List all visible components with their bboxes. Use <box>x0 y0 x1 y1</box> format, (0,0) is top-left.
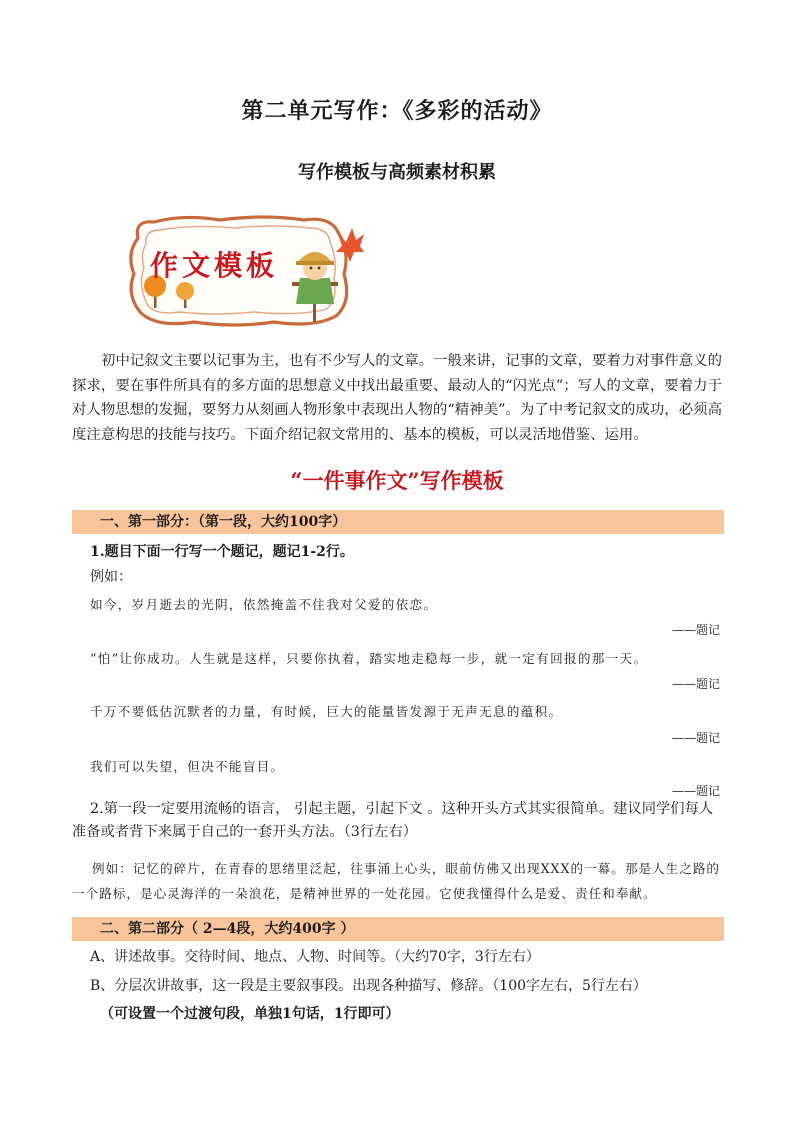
template-heading: “一件事作文”写作模板 <box>290 468 504 493</box>
point-2: 2.第一段一定要用流畅的语言， 引起主题，引起下文 。这种开头方式其实很简单。建议同学们每人准备或者背下来属于自己的一套开头方法。（3行左右） <box>72 801 714 840</box>
transition-note: （可设置一个过渡句段，单独1句话，1行即可） <box>100 1006 400 1022</box>
section-heading-1: 一、第一部分：（第一段，大约100字） <box>72 510 724 534</box>
example-label: 例如： <box>90 569 132 585</box>
point-1: 1.题目下面一行写一个题记，题记1-2行。 <box>90 544 354 560</box>
quote-4-signature: ——题记 <box>671 784 720 798</box>
page-subtitle: 写作模板与高频素材积累 <box>298 162 496 183</box>
opening-example: 例如：记忆的碎片，在青春的思绪里泛起，往事涌上心头，眼前仿佛又出现XXX的一幕。那是人生之路的一个路标，是心灵海洋的一朵浪花，是精神世界的一处花园。它使我懂得什么是爱、责任和奉献。 <box>72 861 721 901</box>
quote-1: 如今，岁月逝去的光阴，依然掩盖不住我对父爱的依恋。 <box>90 597 438 612</box>
page-title: 第二单元写作：《多彩的活动》 <box>241 98 553 124</box>
intro-paragraph: 初中记叙文主要以记事为主，也有不少写人的文章。一般来讲，记事的文章，要着力对事件意义的探求，要在事件所具有的多方面的思想意义中找出最重要、最动人的“闪光点”；写人的文章，要着力于对人物思想的发掘，要努力从刻画人物形象中表现出人物的“精神美”。为了中考记叙文的成功，必须高度注意构思的技能与技巧。下面介绍记叙文常用的、基本的模板，可以灵活地借鉴、运用。 <box>72 353 722 443</box>
item-b: B、分层次讲故事，这一段是主要叙事段。出现各种描写、修辞。（100字左右，5行左右） <box>90 978 647 994</box>
quote-3-signature: ——题记 <box>671 731 720 745</box>
banner-title: 作文模板 <box>150 249 279 282</box>
quote-2-signature: ——题记 <box>671 677 720 691</box>
quote-1-signature: ——题记 <box>671 623 720 637</box>
quote-2: “怕”让你成功。人生就是这样，只要你执着，踏实地走稳每一步，就一定有回报的那一天。 <box>90 651 648 666</box>
section-heading-2: 二、第二部分（ 2—4段，大约400字 ） <box>72 917 724 941</box>
item-a: A、讲述故事。交待时间、地点、人物、时间等。（大约70字，3行左右） <box>90 949 540 965</box>
quote-3: 千万不要低估沉默者的力量，有时候，巨大的能量皆发源于无声无息的蕴积。 <box>90 704 563 719</box>
quote-4: 我们可以失望，但决不能盲目。 <box>90 759 285 774</box>
